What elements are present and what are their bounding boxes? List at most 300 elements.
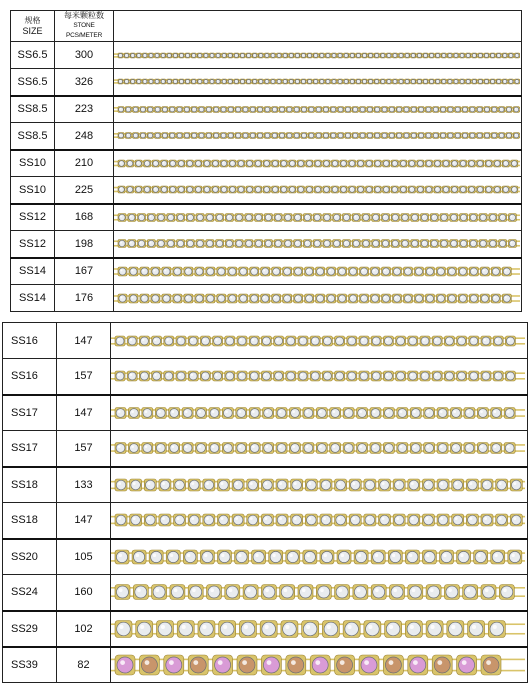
rhinestone (238, 160, 245, 167)
rhinestone (491, 294, 500, 303)
rhinestone (364, 479, 376, 491)
rhinestone (228, 133, 234, 139)
rhinestone (191, 53, 196, 58)
rhinestone (149, 53, 154, 58)
rhinestone (332, 53, 337, 58)
rhinestone (151, 267, 160, 276)
rhinestone (368, 53, 373, 58)
rhinestone (179, 79, 184, 84)
rhinestone (382, 133, 388, 139)
bottom-row (3, 395, 528, 431)
rhinestone (257, 133, 263, 139)
rhinestone (357, 186, 364, 193)
rhinestone (443, 186, 450, 193)
rhinestone (289, 53, 294, 58)
rhinestone (289, 407, 300, 418)
top-row (11, 123, 522, 150)
rhinestone (118, 106, 124, 112)
rhinestone (157, 240, 165, 248)
rhinestone (405, 550, 419, 564)
rhinestone (432, 336, 442, 346)
rhinestone (280, 186, 287, 193)
size-cell: SS29 (3, 611, 57, 647)
rhinestone (222, 53, 227, 58)
rhinestone-chain-image (114, 177, 520, 202)
rhinestone (436, 267, 445, 276)
rhinestone (185, 79, 190, 84)
rhinestone (352, 106, 358, 112)
rhinestone (206, 294, 215, 303)
size-cell: SS24 (3, 575, 57, 611)
rhinestone (264, 213, 272, 221)
rhinestone (385, 620, 402, 637)
rhinestone (325, 53, 330, 58)
rhinestone (140, 106, 146, 112)
rhinestone (136, 620, 153, 637)
rhinestone (178, 160, 185, 167)
rhinestone (162, 267, 171, 276)
rhinestone (228, 267, 237, 276)
rhinestone (462, 133, 468, 139)
rhinestone (216, 213, 224, 221)
rhinestone (319, 53, 324, 58)
rhinestone-chain-image (111, 540, 525, 574)
rhinestone (371, 585, 386, 600)
rhinestone-chain-image (111, 359, 525, 393)
rhinestone (272, 160, 279, 167)
rhinestone (460, 213, 468, 221)
rhinestone (132, 550, 146, 564)
rhinestone (322, 620, 339, 637)
pcs-cell: 223 (55, 96, 114, 123)
rhinestone (240, 79, 245, 84)
rhinestone (195, 267, 204, 276)
bottom-row (3, 359, 528, 395)
rhinestone (511, 186, 518, 193)
rhinestone (200, 550, 214, 564)
rhinestone (140, 294, 149, 303)
rhinestone (436, 294, 445, 303)
rhinestone (286, 371, 296, 381)
rhinestone (455, 133, 461, 139)
rhinestone (263, 186, 270, 193)
chain-image-cell (111, 323, 528, 359)
rhinestone (118, 267, 127, 276)
chain-image-cell (111, 539, 528, 575)
rhinestone (383, 160, 390, 167)
rhinestone (264, 53, 269, 58)
rhinestone (305, 479, 317, 491)
rhinestone (349, 294, 358, 303)
rhinestone (338, 294, 347, 303)
rhinestone (411, 213, 419, 221)
rhinestone (128, 443, 139, 454)
rhinestone (435, 53, 440, 58)
rhinestone (276, 407, 287, 418)
rhinestone (367, 106, 373, 112)
rhinestone (234, 53, 239, 58)
rhinestone (513, 106, 519, 112)
rhinestone (383, 336, 393, 346)
rhinestone (458, 294, 467, 303)
rhinestone (118, 133, 124, 139)
rhinestone (359, 336, 369, 346)
rhinestone-chain-image (111, 396, 525, 430)
rhinestone (188, 479, 200, 491)
rhinestone (383, 443, 394, 454)
rhinestone (382, 267, 391, 276)
rhinestone (225, 213, 233, 221)
rhinestone (303, 443, 314, 454)
rhinestone (247, 514, 259, 526)
rhinestone (319, 79, 324, 84)
rhinestone (374, 53, 379, 58)
rhinestone (261, 294, 270, 303)
rhinestone (481, 514, 493, 526)
rhinestone (250, 294, 259, 303)
rhinestone (173, 294, 182, 303)
rhinestone (186, 160, 193, 167)
rhinestone (283, 53, 288, 58)
bottom-row (3, 575, 528, 611)
rhinestone (115, 407, 126, 418)
rhinestone (316, 407, 327, 418)
rhinestone (217, 514, 229, 526)
rhinestone (229, 186, 236, 193)
rhinestone (139, 336, 149, 346)
rhinestone (425, 186, 432, 193)
rhinestone (294, 267, 303, 276)
rhinestone (286, 550, 300, 564)
rhinestone (353, 585, 368, 600)
rhinestone (188, 585, 203, 600)
rhinestone (133, 106, 139, 112)
rhinestone (440, 550, 454, 564)
size-header-cn: 规格 (24, 16, 41, 25)
rhinestone (286, 655, 306, 675)
rhinestone (284, 213, 292, 221)
rhinestone (411, 133, 417, 139)
rhinestone (239, 267, 248, 276)
rhinestone (246, 160, 253, 167)
rhinestone (207, 585, 222, 600)
bottom-size-table (2, 322, 528, 683)
rhinestone (399, 79, 404, 84)
rhinestone (370, 443, 381, 454)
rhinestone (210, 79, 215, 84)
rhinestone (279, 133, 285, 139)
rhinestone (357, 443, 368, 454)
rhinestone (491, 550, 505, 564)
rhinestone (291, 479, 303, 491)
rhinestone (127, 336, 137, 346)
rhinestone (303, 240, 311, 248)
rhinestone (136, 53, 141, 58)
rhinestone (466, 479, 478, 491)
rhinestone (333, 213, 341, 221)
rhinestone (349, 267, 358, 276)
rhinestone (397, 443, 408, 454)
rhinestone (213, 106, 219, 112)
rhinestone (352, 213, 360, 221)
rhinestone (186, 186, 193, 193)
rhinestone (371, 371, 381, 381)
chain-image-cell (114, 42, 522, 69)
rhinestone (403, 106, 409, 112)
rhinestone (164, 655, 184, 675)
rhinestone (162, 106, 168, 112)
rhinestone (199, 106, 205, 112)
rhinestone (118, 79, 123, 84)
rhinestone (295, 53, 300, 58)
rhinestone (264, 79, 269, 84)
rhinestone (511, 160, 518, 167)
rhinestone (345, 133, 351, 139)
pcs-cell: 225 (55, 177, 114, 204)
rhinestone (301, 79, 306, 84)
rhinestone (217, 267, 226, 276)
rhinestone (235, 213, 243, 221)
rhinestone (408, 479, 420, 491)
bottom-row (3, 431, 528, 467)
rhinestone (235, 240, 243, 248)
rhinestone (313, 240, 321, 248)
rhinestone (477, 443, 488, 454)
rhinestone (261, 336, 271, 346)
rhinestone (451, 186, 458, 193)
rhinestone (138, 240, 146, 248)
rhinestone (418, 133, 424, 139)
rhinestone (301, 53, 306, 58)
rhinestone (213, 655, 233, 675)
rhinestone (390, 585, 405, 600)
rhinestone (305, 294, 314, 303)
rhinestone (408, 585, 423, 600)
rhinestone (420, 371, 430, 381)
rhinestone (206, 133, 212, 139)
rhinestone (408, 371, 418, 381)
rhinestone (447, 620, 464, 637)
rhinestone (342, 213, 350, 221)
rhinestone (295, 79, 300, 84)
rhinestone (408, 514, 420, 526)
rhinestone (249, 407, 260, 418)
size-cell: SS12 (11, 204, 55, 231)
rhinestone (460, 240, 468, 248)
rhinestone (216, 53, 221, 58)
rhinestone (463, 585, 478, 600)
rhinestone (417, 160, 424, 167)
rhinestone (447, 133, 453, 139)
top-size-table (10, 10, 522, 312)
rhinestone (195, 294, 204, 303)
rhinestone (261, 479, 273, 491)
rhinestone (167, 53, 172, 58)
rhinestone (264, 106, 270, 112)
pcs-cell: 326 (55, 69, 114, 96)
size-cell: SS17 (3, 395, 57, 431)
rhinestone (316, 443, 327, 454)
rhinestone (142, 407, 153, 418)
rhinestone (425, 106, 431, 112)
rhinestone (206, 240, 214, 248)
rhinestone (138, 213, 146, 221)
size-cell: SS20 (3, 539, 57, 575)
rhinestone (464, 443, 475, 454)
rhinestone (222, 407, 233, 418)
rhinestone (152, 160, 159, 167)
rhinestone (508, 240, 516, 248)
rhinestone (271, 79, 276, 84)
rhinestone (330, 407, 341, 418)
rhinestone (281, 620, 298, 637)
rhinestone (115, 371, 125, 381)
rhinestone (433, 106, 439, 112)
rhinestone (263, 443, 274, 454)
rhinestone (437, 514, 449, 526)
rhinestone (491, 407, 502, 418)
rhinestone (184, 267, 193, 276)
rhinestone (200, 336, 210, 346)
rhinestone (308, 133, 314, 139)
rhinestone (322, 371, 332, 381)
rhinestone (502, 186, 509, 193)
rhinestone (401, 213, 409, 221)
rhinestone (444, 336, 454, 346)
rhinestone (167, 79, 172, 84)
rhinestone (250, 267, 259, 276)
rhinestone (425, 133, 431, 139)
rhinestone (255, 213, 263, 221)
rhinestone (464, 407, 475, 418)
rhinestone (349, 160, 356, 167)
rhinestone-chain-image (114, 286, 520, 311)
rhinestone (506, 133, 512, 139)
rhinestone (255, 160, 262, 167)
rhinestone (371, 294, 380, 303)
rhinestone (338, 79, 343, 84)
size-cell: SS17 (3, 431, 57, 467)
rhinestone (342, 240, 350, 248)
rhinestone (340, 160, 347, 167)
rhinestone-chain-image (111, 575, 525, 609)
rhinestone (246, 79, 251, 84)
rhinestone (177, 240, 185, 248)
rhinestone (203, 186, 210, 193)
rhinestone (479, 240, 487, 248)
rhinestone (289, 186, 296, 193)
rhinestone (340, 186, 347, 193)
rhinestone (362, 213, 370, 221)
rhinestone (466, 79, 471, 84)
rhinestone (347, 371, 357, 381)
rhinestone (255, 186, 262, 193)
rhinestone (393, 79, 398, 84)
rhinestone (496, 479, 508, 491)
rhinestone (396, 106, 402, 112)
rhinestone (209, 407, 220, 418)
rhinestone (217, 479, 229, 491)
rhinestone (277, 79, 282, 84)
rhinestone (430, 240, 438, 248)
rhinestone (444, 371, 454, 381)
rhinestone (352, 240, 360, 248)
rhinestone (306, 160, 313, 167)
rhinestone (206, 213, 214, 221)
chain-image-cell (111, 467, 528, 503)
rhinestone (515, 53, 520, 58)
rhinestone (488, 620, 505, 637)
rhinestone (125, 106, 131, 112)
rhinestone (417, 186, 424, 193)
chain-image-cell (111, 359, 528, 395)
rhinestone (261, 585, 276, 600)
rhinestone (166, 550, 180, 564)
rhinestone (303, 213, 311, 221)
rhinestone (332, 79, 337, 84)
rhinestone (320, 514, 332, 526)
size-cell: SS8.5 (11, 96, 55, 123)
rhinestone (451, 443, 462, 454)
rhinestone (252, 53, 257, 58)
rhinestone (444, 585, 459, 600)
rhinestone (302, 620, 319, 637)
rhinestone (472, 53, 477, 58)
rhinestone-chain-image (111, 431, 525, 465)
rhinestone (477, 407, 488, 418)
rhinestone (460, 186, 467, 193)
rhinestone (455, 106, 461, 112)
rhinestone (421, 213, 429, 221)
rhinestone (477, 133, 483, 139)
rhinestone (289, 160, 296, 167)
rhinestone (115, 443, 126, 454)
rhinestone (490, 79, 495, 84)
size-cell: SS39 (3, 647, 57, 683)
rhinestone (294, 133, 300, 139)
rhinestone (228, 294, 237, 303)
rhinestone (410, 407, 421, 418)
rhinestone (417, 53, 422, 58)
rhinestone (479, 213, 487, 221)
rhinestone (283, 267, 292, 276)
rhinestone (429, 53, 434, 58)
rhinestone (347, 336, 357, 346)
rhinestone (403, 294, 412, 303)
rhinestone (246, 186, 253, 193)
size-cell: SS10 (11, 150, 55, 177)
rhinestone (359, 371, 369, 381)
rhinestone (313, 79, 318, 84)
rhinestone (426, 620, 443, 637)
rhinestone (480, 267, 489, 276)
rhinestone (188, 514, 200, 526)
rhinestone (430, 213, 438, 221)
rhinestone (307, 53, 312, 58)
rhinestone (441, 79, 446, 84)
rhinestone (481, 371, 491, 381)
rhinestone (289, 79, 294, 84)
size-cell: SS16 (3, 359, 57, 395)
rhinestone (240, 53, 245, 58)
rhinestone (283, 294, 292, 303)
rhinestone (133, 585, 148, 600)
rhinestone (185, 53, 190, 58)
rhinestone (480, 294, 489, 303)
rhinestone (424, 443, 435, 454)
rhinestone (504, 407, 515, 418)
size-cell: SS8.5 (11, 123, 55, 150)
